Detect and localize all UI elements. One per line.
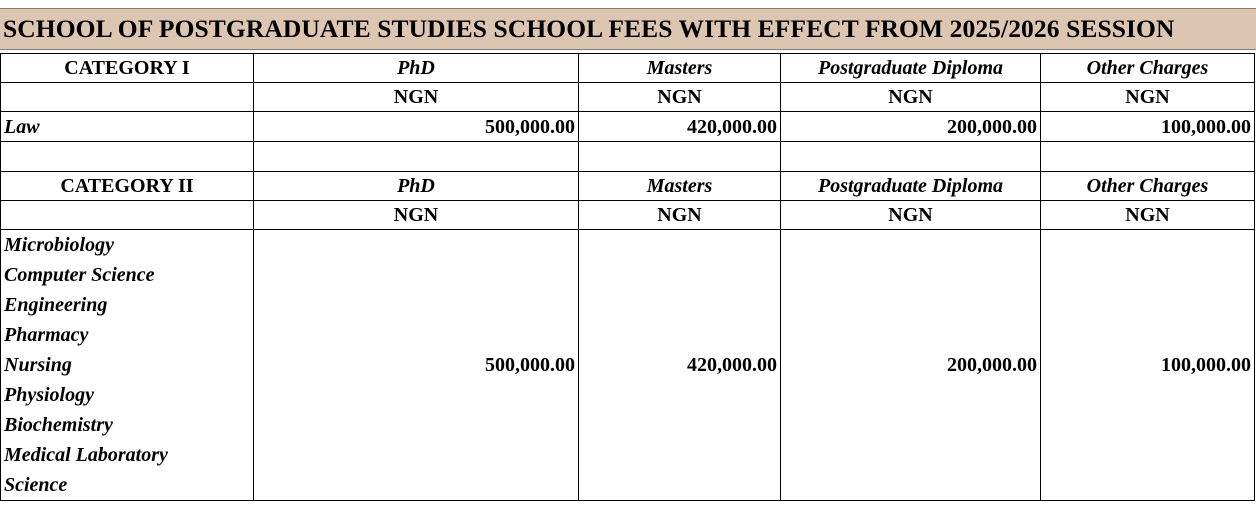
currency-row xyxy=(1,201,1255,230)
empty-cell[interactable] xyxy=(254,142,579,172)
empty-cell[interactable] xyxy=(1,142,254,172)
department-name: Pharmacy xyxy=(4,324,89,346)
empty-cell[interactable] xyxy=(579,142,781,172)
column-header-phd[interactable]: PhD xyxy=(254,54,579,83)
department-name: Science xyxy=(4,474,68,496)
fee-cell-masters[interactable]: 420,000.00 xyxy=(579,230,781,501)
column-header-masters[interactable]: Masters xyxy=(579,172,781,201)
currency-cell[interactable]: NGN xyxy=(781,83,1041,112)
column-header-masters[interactable]: Masters xyxy=(579,54,781,83)
currency-cell[interactable]: NGN xyxy=(579,83,781,112)
department-name: Engineering xyxy=(4,294,108,316)
column-header-other-charges[interactable]: Other Charges xyxy=(1041,54,1255,83)
fee-cell-phd[interactable]: 500,000.00 xyxy=(254,112,579,142)
department-list-cell[interactable] xyxy=(1,230,254,501)
currency-cell[interactable]: NGN xyxy=(254,83,579,112)
category-header-row xyxy=(1,54,1255,83)
department-cell[interactable]: Law xyxy=(1,112,254,142)
fee-cell-pgd[interactable]: 200,000.00 xyxy=(781,112,1041,142)
column-header-pgd[interactable]: Postgraduate Diploma xyxy=(781,172,1041,201)
department-name: Nursing xyxy=(4,354,72,376)
currency-cell[interactable]: NGN xyxy=(1041,83,1255,112)
department-name: Computer Science xyxy=(4,264,155,286)
category-name-cell[interactable]: CATEGORY I xyxy=(1,54,254,83)
fee-cell-masters[interactable]: 420,000.00 xyxy=(579,112,781,142)
fees-table xyxy=(0,53,1255,501)
empty-cell[interactable] xyxy=(1041,142,1255,172)
fee-row-law xyxy=(1,112,1255,142)
fee-cell-phd[interactable]: 500,000.00 xyxy=(254,230,579,501)
sheet-title[interactable]: SCHOOL OF POSTGRADUATE STUDIES SCHOOL FEES WITH EFFECT FROM 2025/2026 SESSION xyxy=(0,8,1256,50)
fee-cell-other-charges[interactable]: 100,000.00 xyxy=(1041,230,1255,501)
currency-cell[interactable]: NGN xyxy=(1041,201,1255,230)
currency-cell[interactable]: NGN xyxy=(254,201,579,230)
column-header-other-charges[interactable]: Other Charges xyxy=(1041,172,1255,201)
fee-row-category-ii xyxy=(1,230,1255,501)
currency-row xyxy=(1,83,1255,112)
column-header-pgd[interactable]: Postgraduate Diploma xyxy=(781,54,1041,83)
fee-cell-pgd[interactable]: 200,000.00 xyxy=(781,230,1041,501)
department-name: Physiology xyxy=(4,384,94,406)
currency-cell[interactable]: NGN xyxy=(579,201,781,230)
empty-cell[interactable] xyxy=(1,201,254,230)
currency-cell[interactable]: NGN xyxy=(781,201,1041,230)
category-header-row xyxy=(1,172,1255,201)
category-name-cell[interactable]: CATEGORY II xyxy=(1,172,254,201)
empty-cell[interactable] xyxy=(1,83,254,112)
empty-cell[interactable] xyxy=(781,142,1041,172)
column-header-phd[interactable]: PhD xyxy=(254,172,579,201)
department-name: Medical Laboratory xyxy=(4,444,168,466)
department-name: Microbiology xyxy=(4,234,114,256)
fee-cell-other-charges[interactable]: 100,000.00 xyxy=(1041,112,1255,142)
department-name: Biochemistry xyxy=(4,414,113,436)
blank-row xyxy=(1,142,1255,172)
